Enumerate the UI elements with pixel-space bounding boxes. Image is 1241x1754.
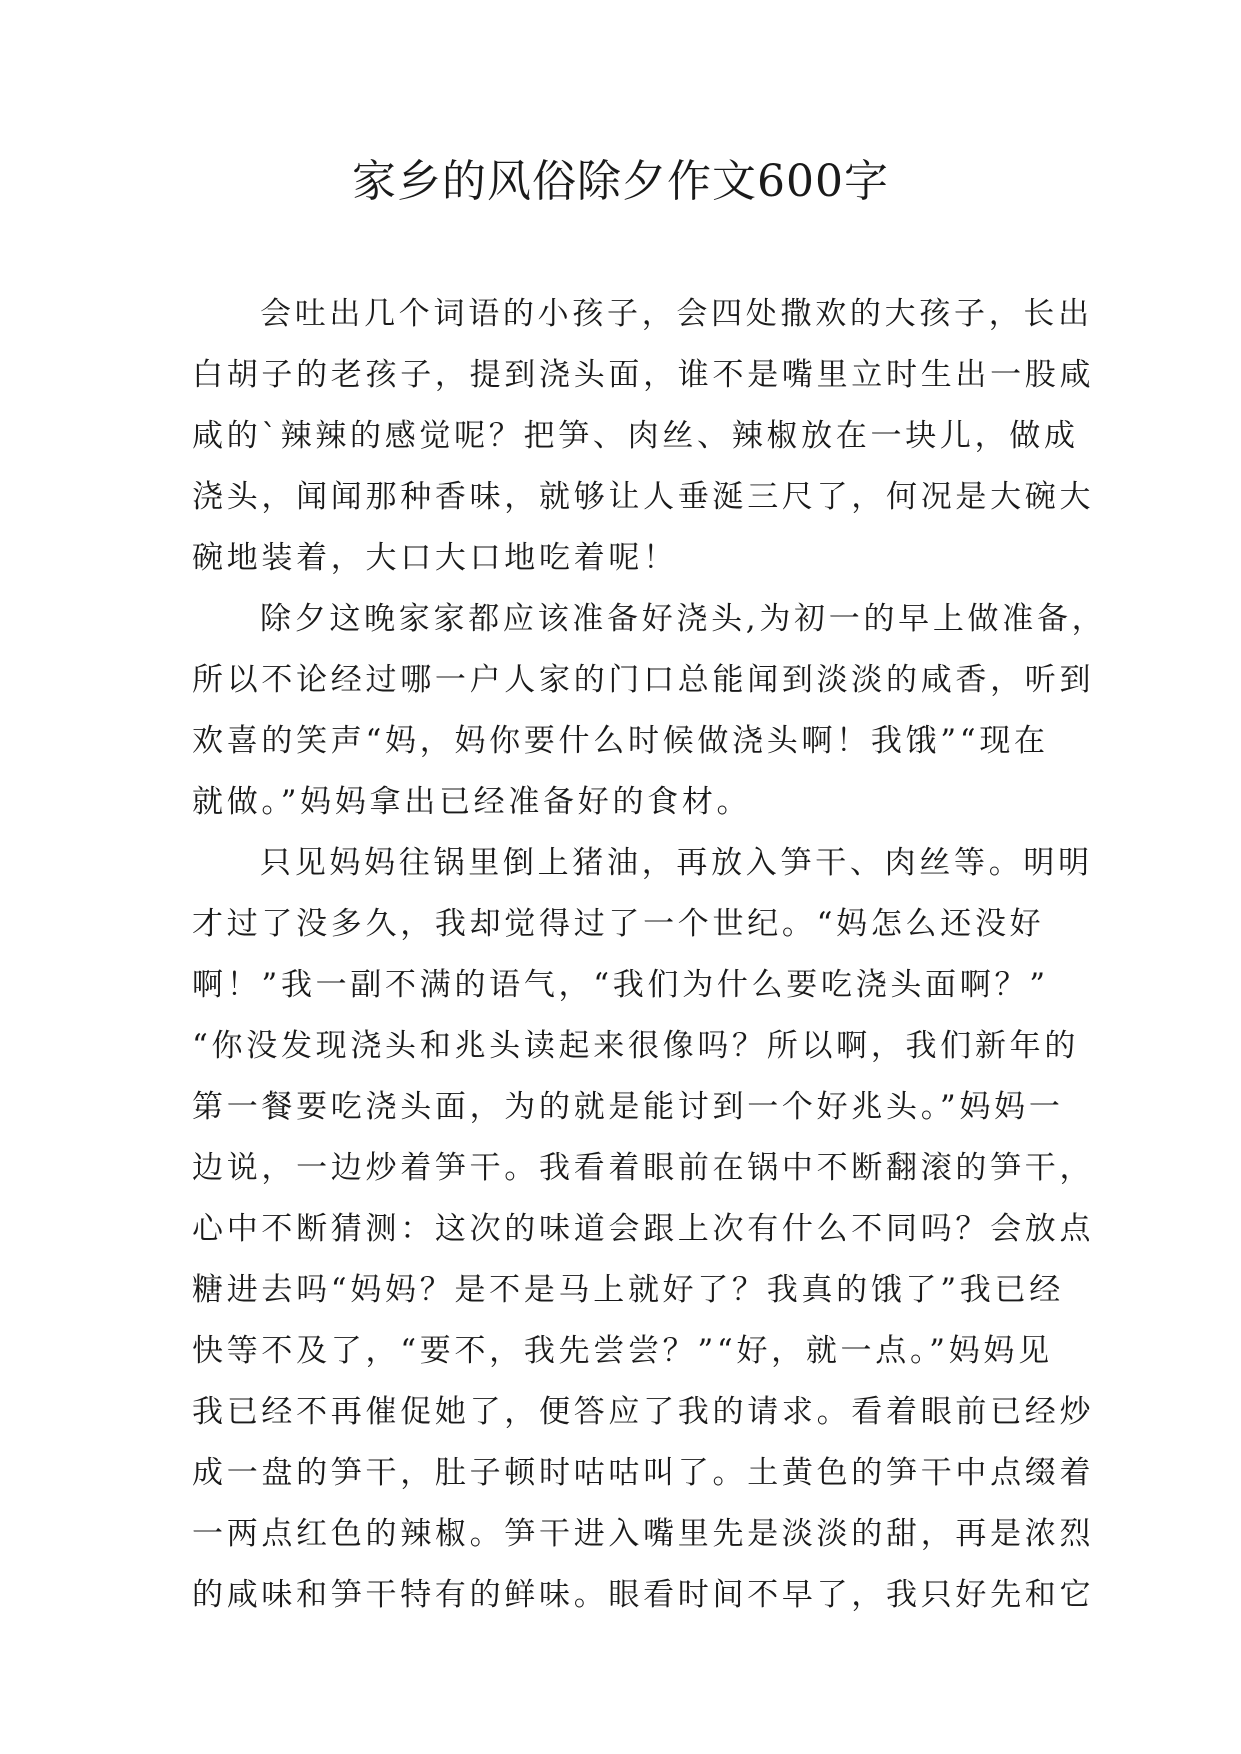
- text-line: “你没发现浇头和兆头读起来很像吗？所以啊，我们新年的: [192, 1028, 1080, 1064]
- document-body: [192, 284, 1107, 1626]
- text-line: 的咸味和笋干特有的鲜味。眼看时间不早了，我只好先和它: [192, 1577, 1095, 1613]
- text-line: 除夕这晚家家都应该准备好浇头,为初一的早上做准备，: [260, 601, 1107, 637]
- text-line: 就做。”妈妈拿出已经准备好的食材。: [192, 784, 752, 820]
- text-line: 浇头，闻闻那种香味，就够让人垂涎三尺了，何况是大碗大: [192, 479, 1095, 515]
- text-line: 糖进去吗“妈妈？是不是马上就好了？我真的饿了”我已经: [192, 1272, 1064, 1308]
- text-line: 咸的`辣辣的感觉呢？把笋、肉丝、辣椒放在一块儿，做成: [192, 418, 1079, 454]
- text-line: 会吐出几个词语的小孩子，会四处撒欢的大孩子，长出: [260, 296, 1093, 332]
- text-line: 所以不论经过哪一户人家的门口总能闻到淡淡的咸香，听到: [192, 662, 1095, 698]
- text-line: 只见妈妈往锅里倒上猪油，再放入笋干、肉丝等。明明: [260, 845, 1093, 881]
- text-line: 我已经不再催促她了，便答应了我的请求。看着眼前已经炒: [192, 1394, 1095, 1430]
- text-line: 啊！”我一副不满的语气，“我们为什么要吃浇头面啊？”: [192, 967, 1049, 1003]
- text-line: 边说，一边炒着笋干。我看着眼前在锅中不断翻滚的笋干，: [192, 1150, 1095, 1186]
- text-line: 欢喜的笑声“妈，妈你要什么时候做浇头啊！我饿”“现在: [192, 723, 1049, 759]
- text-line: 成一盘的笋干，肚子顿时咕咕叫了。土黄色的笋干中点缀着: [192, 1455, 1095, 1491]
- text-line: 白胡子的老孩子，提到浇头面，谁不是嘴里立时生出一股咸: [192, 357, 1095, 393]
- text-line: 才过了没多久，我却觉得过了一个世纪。“妈怎么还没好: [192, 906, 1045, 942]
- text-line: 快等不及了，“要不，我先尝尝？”“好，就一点。”妈妈见: [192, 1333, 1053, 1369]
- text-line: 心中不断猜测：这次的味道会跟上次有什么不同吗？会放点: [192, 1211, 1095, 1247]
- text-line: 第一餐要吃浇头面，为的就是能讨到一个好兆头。”妈妈一: [192, 1089, 1064, 1125]
- text-line: 一两点红色的辣椒。笋干进入嘴里先是淡淡的甜，再是浓烈: [192, 1516, 1095, 1552]
- document-title: 家乡的风俗除夕作文600字: [352, 156, 889, 207]
- text-line: 碗地装着，大口大口地吃着呢！: [192, 540, 678, 576]
